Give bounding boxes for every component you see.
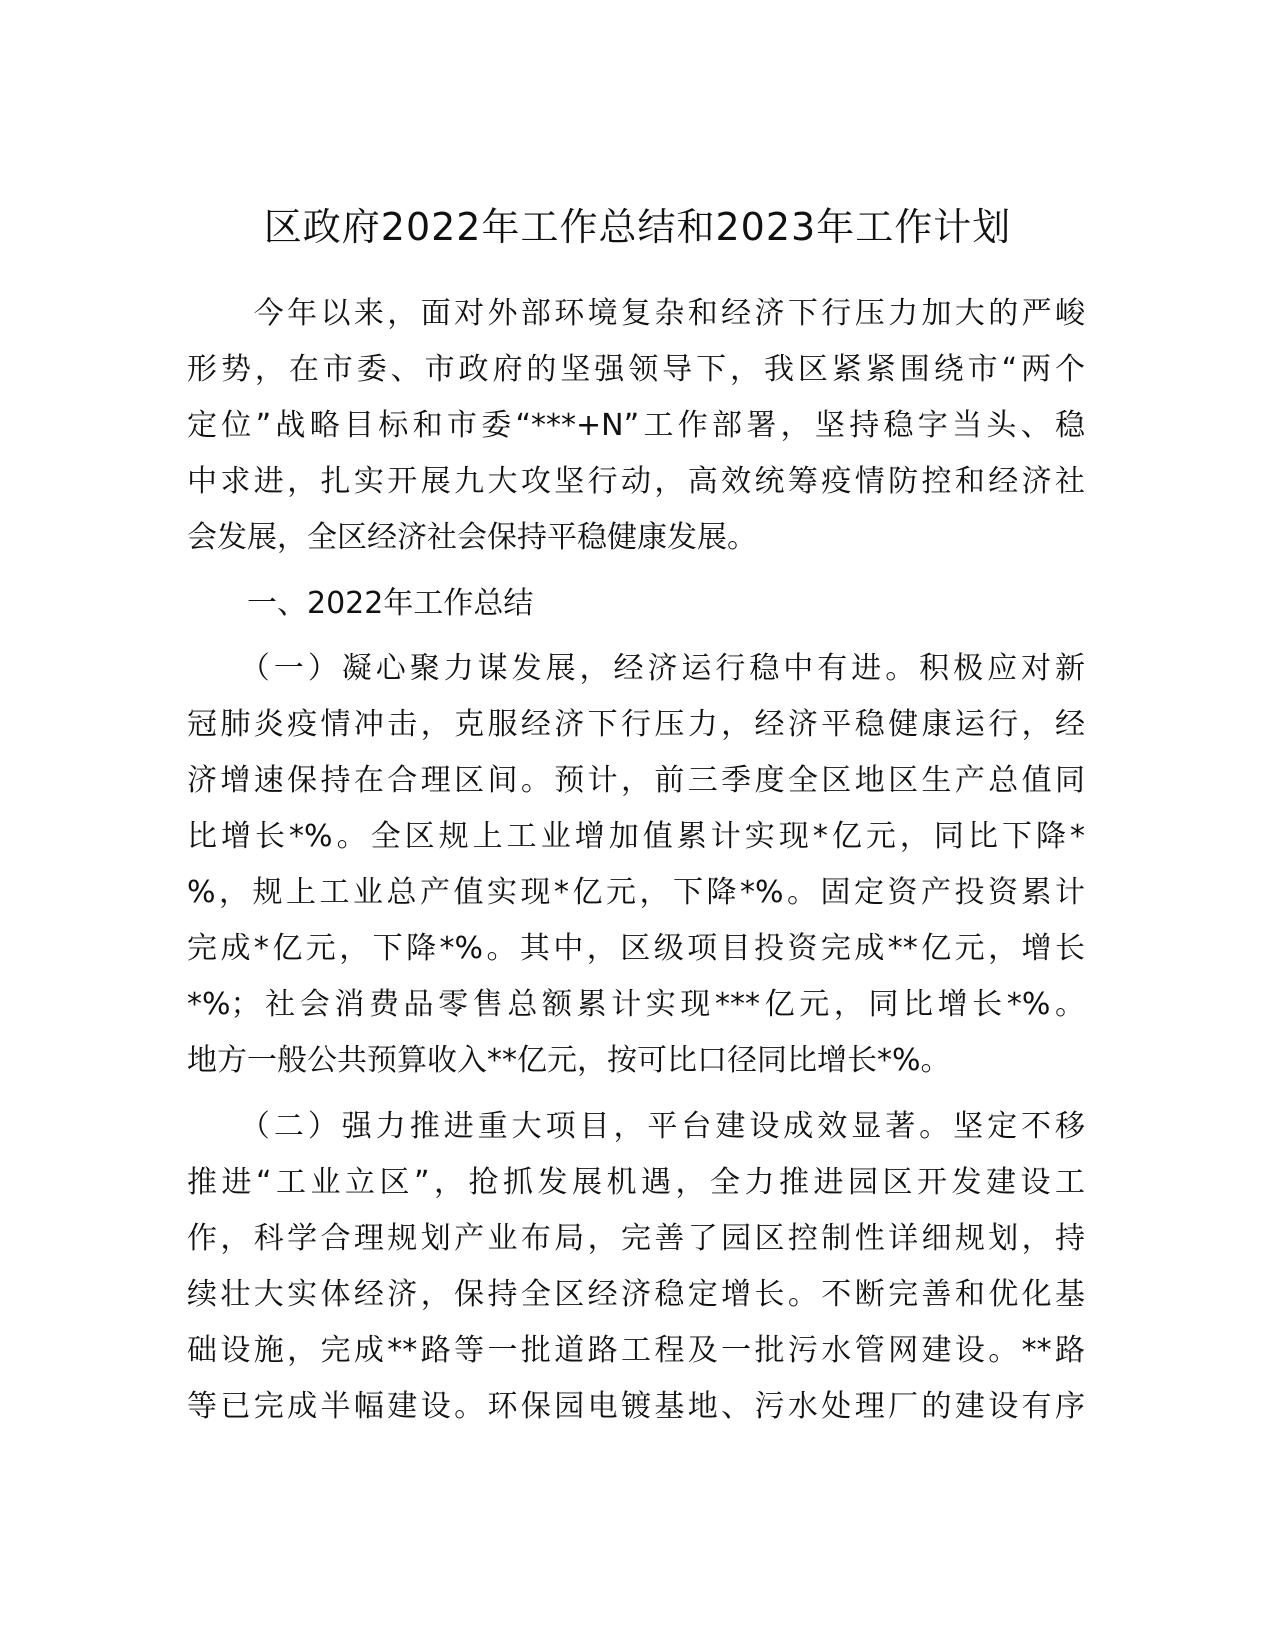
sub-two-line-4: 续壮大实体经济，保持全区经济稳定增长。不断完善和优化基 bbox=[187, 1277, 1085, 1312]
intro-line-1: 今年以来，面对外部环境复杂和经济下行压力加大的严峻 bbox=[187, 296, 1085, 331]
sub-two-line-6: 等已完成半幅建设。环保园电镀基地、污水处理厂的建设有序 bbox=[187, 1389, 1085, 1424]
intro-line-2: 形势，在市委、市政府的坚强领导下，我区紧紧围绕市“两个 bbox=[187, 352, 1085, 387]
intro-line-3: 定位”战略目标和市委“***+N”工作部署，坚持稳字当头、稳 bbox=[187, 408, 1085, 443]
sub-one-line-5: %，规上工业总产值实现*亿元，下降*%。固定资产投资累计 bbox=[187, 875, 1085, 910]
intro-line-5: 会发展，全区经济社会保持平稳健康发展。 bbox=[187, 520, 757, 555]
document-title: 区政府2022年工作总结和2023年工作计划 bbox=[263, 205, 1012, 249]
sub-one-line-4: 比增长*%。全区规上工业增加值累计实现*亿元，同比下降* bbox=[187, 819, 1085, 854]
section-heading: 一、2022年工作总结 bbox=[187, 586, 534, 621]
sub-two-line-3: 作，科学合理规划产业布局，完善了园区控制性详细规划，持 bbox=[187, 1221, 1085, 1256]
sub-one-line-8: 地方一般公共预算收入**亿元，按可比口径同比增长*%。 bbox=[187, 1043, 951, 1078]
sub-one-line-2: 冠肺炎疫情冲击，克服经济下行压力，经济平稳健康运行，经 bbox=[187, 707, 1085, 742]
sub-two-line-5: 础设施，完成**路等一批道路工程及一批污水管网建设。**路 bbox=[187, 1333, 1085, 1368]
sub-one-line-7: *%；社会消费品零售总额累计实现***亿元，同比增长*%。 bbox=[187, 987, 1085, 1022]
sub-one-line-1: （一）凝心聚力谋发展，经济运行稳中有进。积极应对新 bbox=[187, 651, 1085, 686]
sub-one-line-3: 济增速保持在合理区间。预计，前三季度全区地区生产总值同 bbox=[187, 763, 1085, 798]
intro-line-4: 中求进，扎实开展九大攻坚行动，高效统筹疫情防控和经济社 bbox=[187, 464, 1085, 499]
sub-one-line-6: 完成*亿元，下降*%。其中，区级项目投资完成**亿元，增长 bbox=[187, 931, 1085, 966]
sub-two-line-2: 推进“工业立区”，抢抓发展机遇，全力推进园区开发建设工 bbox=[187, 1165, 1085, 1200]
sub-two-line-1: （二）强力推进重大项目，平台建设成效显著。坚定不移 bbox=[187, 1109, 1085, 1144]
